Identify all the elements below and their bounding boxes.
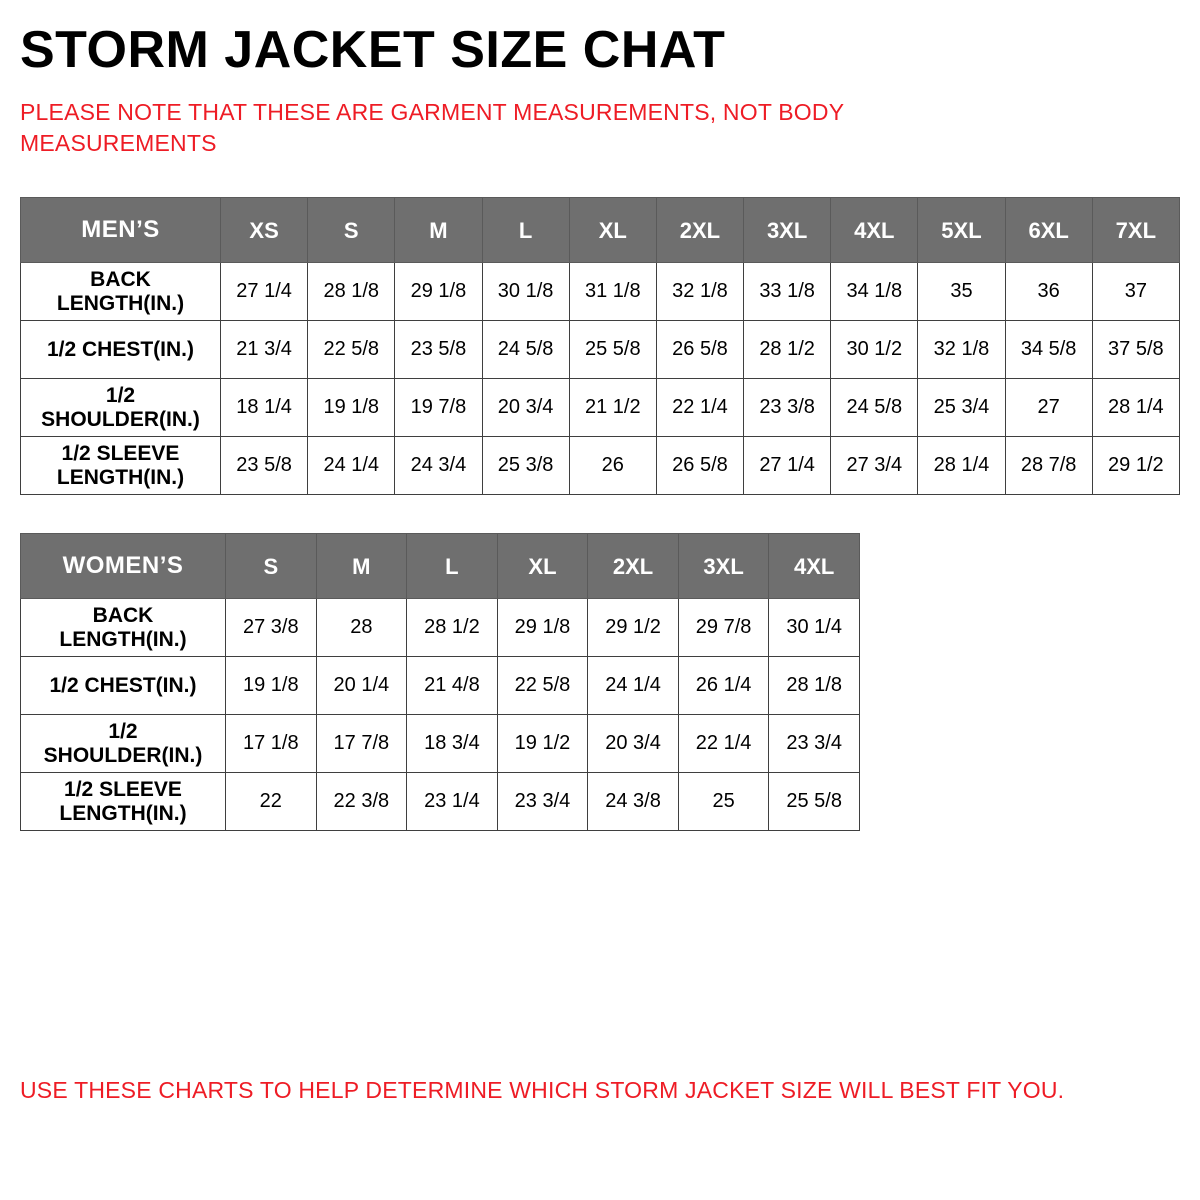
womens-size-header: 4XL: [769, 534, 860, 599]
table-cell: 23 3/4: [497, 773, 588, 831]
table-cell: 25 5/8: [569, 321, 656, 379]
table-cell: 30 1/4: [769, 599, 860, 657]
table-cell: 26 5/8: [656, 437, 743, 495]
table-cell: 35: [918, 263, 1005, 321]
table-cell: 27 3/4: [831, 437, 918, 495]
table-cell: 23 5/8: [221, 437, 308, 495]
footer-note: USE THESE CHARTS TO HELP DETERMINE WHICH STORM JACKET SIZE WILL BEST FIT YOU.: [20, 1077, 1065, 1103]
table-cell: 24 1/4: [308, 437, 395, 495]
table-cell: 19 7/8: [395, 379, 482, 437]
mens-size-header: S: [308, 198, 395, 263]
table-cell: 23 3/8: [744, 379, 831, 437]
table-cell: 28 1/2: [744, 321, 831, 379]
table-cell: 29 1/8: [395, 263, 482, 321]
table-cell: 19 1/2: [497, 715, 588, 773]
table-cell: 23 5/8: [395, 321, 482, 379]
table-cell: 37 5/8: [1092, 321, 1179, 379]
table-cell: 36: [1005, 263, 1092, 321]
table-cell: 17 1/8: [226, 715, 317, 773]
table-cell: 20 3/4: [482, 379, 569, 437]
table-cell: 23 3/4: [769, 715, 860, 773]
mens-size-header: XS: [221, 198, 308, 263]
row-label: 1/2 SLEEVE LENGTH(IN.): [21, 437, 221, 495]
mens-table-wrapper: [20, 197, 1180, 495]
table-cell: 26 5/8: [656, 321, 743, 379]
row-label: 1/2 SLEEVE LENGTH(IN.): [21, 773, 226, 831]
table-cell: 26: [569, 437, 656, 495]
table-cell: 33 1/8: [744, 263, 831, 321]
womens-size-header: 3XL: [678, 534, 769, 599]
table-cell: 22 5/8: [497, 657, 588, 715]
table-cell: 24 1/4: [588, 657, 679, 715]
table-cell: 21 4/8: [407, 657, 498, 715]
table-cell: 28 1/2: [407, 599, 498, 657]
row-label: 1/2 SHOULDER(IN.): [21, 379, 221, 437]
mens-size-header: 7XL: [1092, 198, 1179, 263]
table-cell: 21 3/4: [221, 321, 308, 379]
table-cell: 18 3/4: [407, 715, 498, 773]
table-cell: 29 1/2: [1092, 437, 1179, 495]
table-cell: 28 1/4: [918, 437, 1005, 495]
table-cell: 29 7/8: [678, 599, 769, 657]
womens-size-header: L: [407, 534, 498, 599]
table-cell: 24 3/4: [395, 437, 482, 495]
table-cell: 28 1/8: [769, 657, 860, 715]
mens-size-table: [20, 197, 1180, 495]
womens-table-body: [21, 599, 860, 831]
row-label: 1/2 SHOULDER(IN.): [21, 715, 226, 773]
mens-size-header: XL: [569, 198, 656, 263]
womens-table-wrapper: [20, 533, 1180, 831]
table-cell: 27: [1005, 379, 1092, 437]
row-label: 1/2 CHEST(IN.): [21, 321, 221, 379]
measurement-note: PLEASE NOTE THAT THESE ARE GARMENT MEASUREMENTS, NOT BODY MEASUREMENTS: [20, 99, 844, 157]
table-cell: 18 1/4: [221, 379, 308, 437]
row-label: 1/2 CHEST(IN.): [21, 657, 226, 715]
table-row: [21, 715, 860, 773]
mens-size-header: 6XL: [1005, 198, 1092, 263]
table-cell: 26 1/4: [678, 657, 769, 715]
table-cell: 37: [1092, 263, 1179, 321]
table-row: [21, 263, 1180, 321]
mens-size-header: 5XL: [918, 198, 1005, 263]
table-cell: 29 1/8: [497, 599, 588, 657]
mens-size-header: M: [395, 198, 482, 263]
table-cell: 25: [678, 773, 769, 831]
table-cell: 24 5/8: [831, 379, 918, 437]
table-header-row: [21, 198, 1180, 263]
table-cell: 30 1/2: [831, 321, 918, 379]
table-cell: 28: [316, 599, 407, 657]
table-cell: 29 1/2: [588, 599, 679, 657]
mens-category-header: MEN’S: [21, 198, 221, 263]
table-cell: 30 1/8: [482, 263, 569, 321]
table-cell: 25 3/4: [918, 379, 1005, 437]
table-cell: 22: [226, 773, 317, 831]
mens-size-header: 4XL: [831, 198, 918, 263]
table-cell: 34 5/8: [1005, 321, 1092, 379]
table-cell: 23 1/4: [407, 773, 498, 831]
table-cell: 25 5/8: [769, 773, 860, 831]
womens-table-head: [21, 534, 860, 599]
table-cell: 31 1/8: [569, 263, 656, 321]
mens-table-head: [21, 198, 1180, 263]
table-cell: 34 1/8: [831, 263, 918, 321]
table-cell: 20 1/4: [316, 657, 407, 715]
table-cell: 32 1/8: [656, 263, 743, 321]
table-cell: 28 1/4: [1092, 379, 1179, 437]
womens-size-header: S: [226, 534, 317, 599]
womens-size-header: 2XL: [588, 534, 679, 599]
mens-table-body: [21, 263, 1180, 495]
row-label: BACK LENGTH(IN.): [21, 599, 226, 657]
table-row: [21, 321, 1180, 379]
table-cell: 27 1/4: [744, 437, 831, 495]
table-cell: 22 1/4: [656, 379, 743, 437]
table-row: [21, 657, 860, 715]
table-cell: 22 3/8: [316, 773, 407, 831]
table-cell: 17 7/8: [316, 715, 407, 773]
table-cell: 28 7/8: [1005, 437, 1092, 495]
table-cell: 32 1/8: [918, 321, 1005, 379]
table-row: [21, 773, 860, 831]
mens-size-header: L: [482, 198, 569, 263]
table-row: [21, 379, 1180, 437]
table-row: [21, 599, 860, 657]
page-title: STORM JACKET SIZE CHAT: [20, 21, 726, 79]
row-label: BACK LENGTH(IN.): [21, 263, 221, 321]
table-cell: 19 1/8: [226, 657, 317, 715]
womens-size-header: XL: [497, 534, 588, 599]
table-cell: 22 1/4: [678, 715, 769, 773]
table-cell: 27 3/8: [226, 599, 317, 657]
table-header-row: [21, 534, 860, 599]
table-cell: 19 1/8: [308, 379, 395, 437]
table-cell: 25 3/8: [482, 437, 569, 495]
table-cell: 22 5/8: [308, 321, 395, 379]
mens-size-header: 2XL: [656, 198, 743, 263]
womens-size-header: M: [316, 534, 407, 599]
table-cell: 24 3/8: [588, 773, 679, 831]
table-cell: 27 1/4: [221, 263, 308, 321]
table-cell: 21 1/2: [569, 379, 656, 437]
mens-size-header: 3XL: [744, 198, 831, 263]
table-cell: 28 1/8: [308, 263, 395, 321]
table-cell: 24 5/8: [482, 321, 569, 379]
womens-category-header: WOMEN’S: [21, 534, 226, 599]
table-cell: 20 3/4: [588, 715, 679, 773]
womens-size-table: [20, 533, 860, 831]
table-row: [21, 437, 1180, 495]
